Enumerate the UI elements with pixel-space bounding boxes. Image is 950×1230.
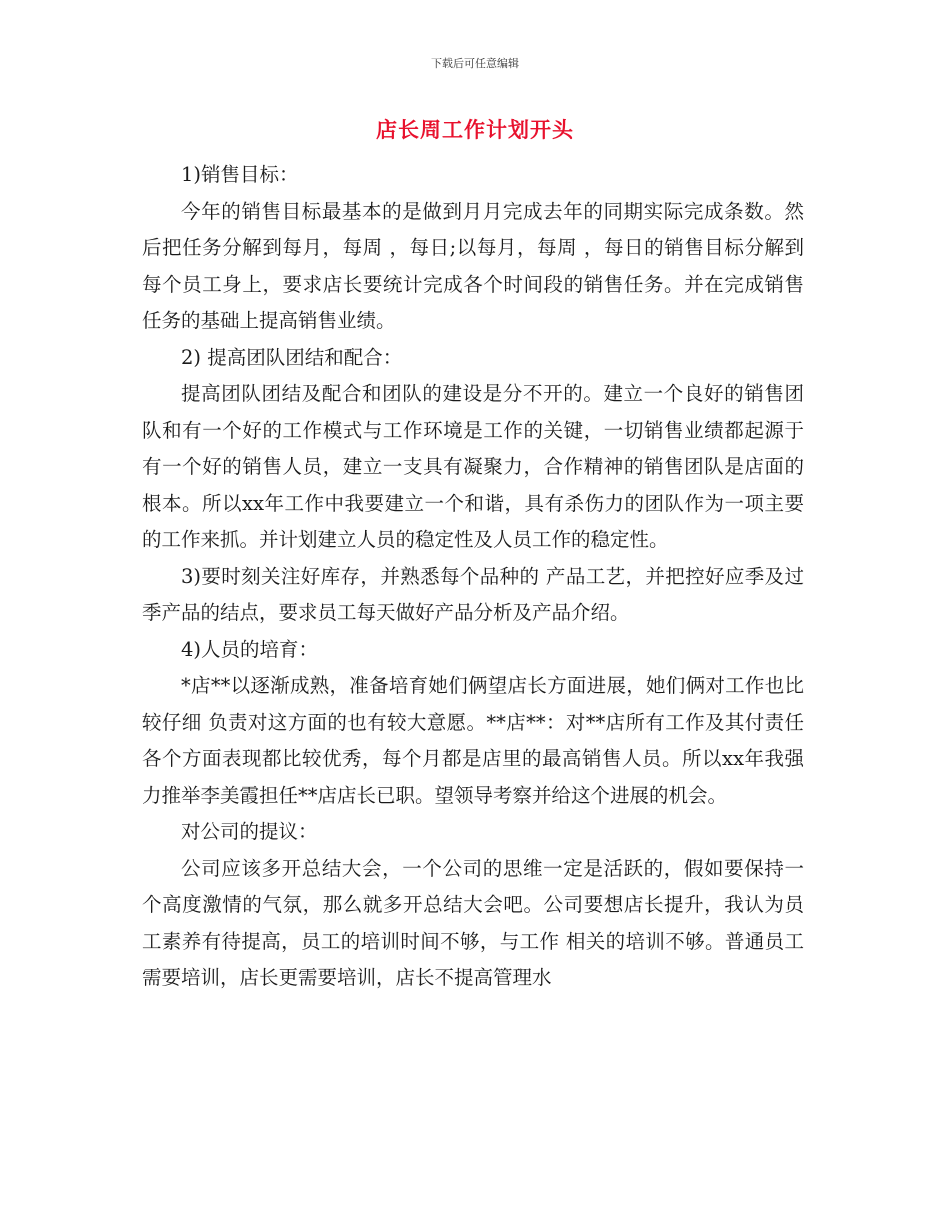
paragraph-staff-training-heading: 4)人员的培育： — [181, 637, 319, 661]
document-body — [142, 157, 804, 997]
paragraph-teamwork: 提高团队团结及配合和团队的建设是分不开的。建立一个良好的销售团队和有一个好的工作模式与工作环境是工作的关键，一切销售业绩都起源于有一个好的销售人员，建立一支具有凝聚力，合作精神的销售团队是店面的根本。所以xx年工作中我要建立一个和谐，具有杀伤力的团队作为一项主要的工作来抓。并计划建立人员的稳定性及人员工作的稳定性。 — [142, 382, 804, 551]
paragraph-suggestions: 公司应该多开总结大会，一个公司的思维一定是活跃的，假如要保持一个高度激情的气氛，那么就多开总结大会吧。公司要想店长提升，我认为员工素养有待提高，员工的培训时间不够，与工作 相关的培训不够。普通员工需要培训，店长更需要培训，店长不提高管理水 — [142, 856, 804, 989]
page-header-note: 下载后可任意编辑 — [431, 57, 519, 70]
paragraph-suggestions-heading: 对公司的提议： — [181, 820, 318, 843]
paragraph-inventory: 3)要时刻关注好库存，并熟悉每个品种的 产品工艺，并把控好应季及过季产品的结点，要求员工每天做好产品分析及产品介绍。 — [142, 564, 804, 624]
document-title: 店长周工作计划开头 — [376, 118, 574, 142]
paragraph-staff-training: *店**以逐渐成熟，准备培育她们俩望店长方面进展，她们俩对工作也比较仔细 负责对这方面的也有较大意愿。**店**：对**店所有工作及其付责任各个方面表现都比较优秀，每个月都是店里的最高销售人员。所以xx年我强力推举李美霞担任**店店长已职。望领导考察并给这个进展的机会。 — [142, 674, 804, 807]
paragraph-teamwork-heading: 2) 提高团队团结和配合： — [181, 345, 403, 369]
paragraph-sales-target-heading: 1)销售目标： — [181, 163, 299, 186]
paragraph-sales-target: 今年的销售目标最基本的是做到月月完成去年的同期实际完成条数。然后把任务分解到每月，每周 ，每日;以每月，每周 ，每日的销售目标分解到每个员工身上，要求店长要统计完成各个时间段的销售任务。并在完成销售任务的基础上提高销售业绩。 — [142, 199, 804, 332]
